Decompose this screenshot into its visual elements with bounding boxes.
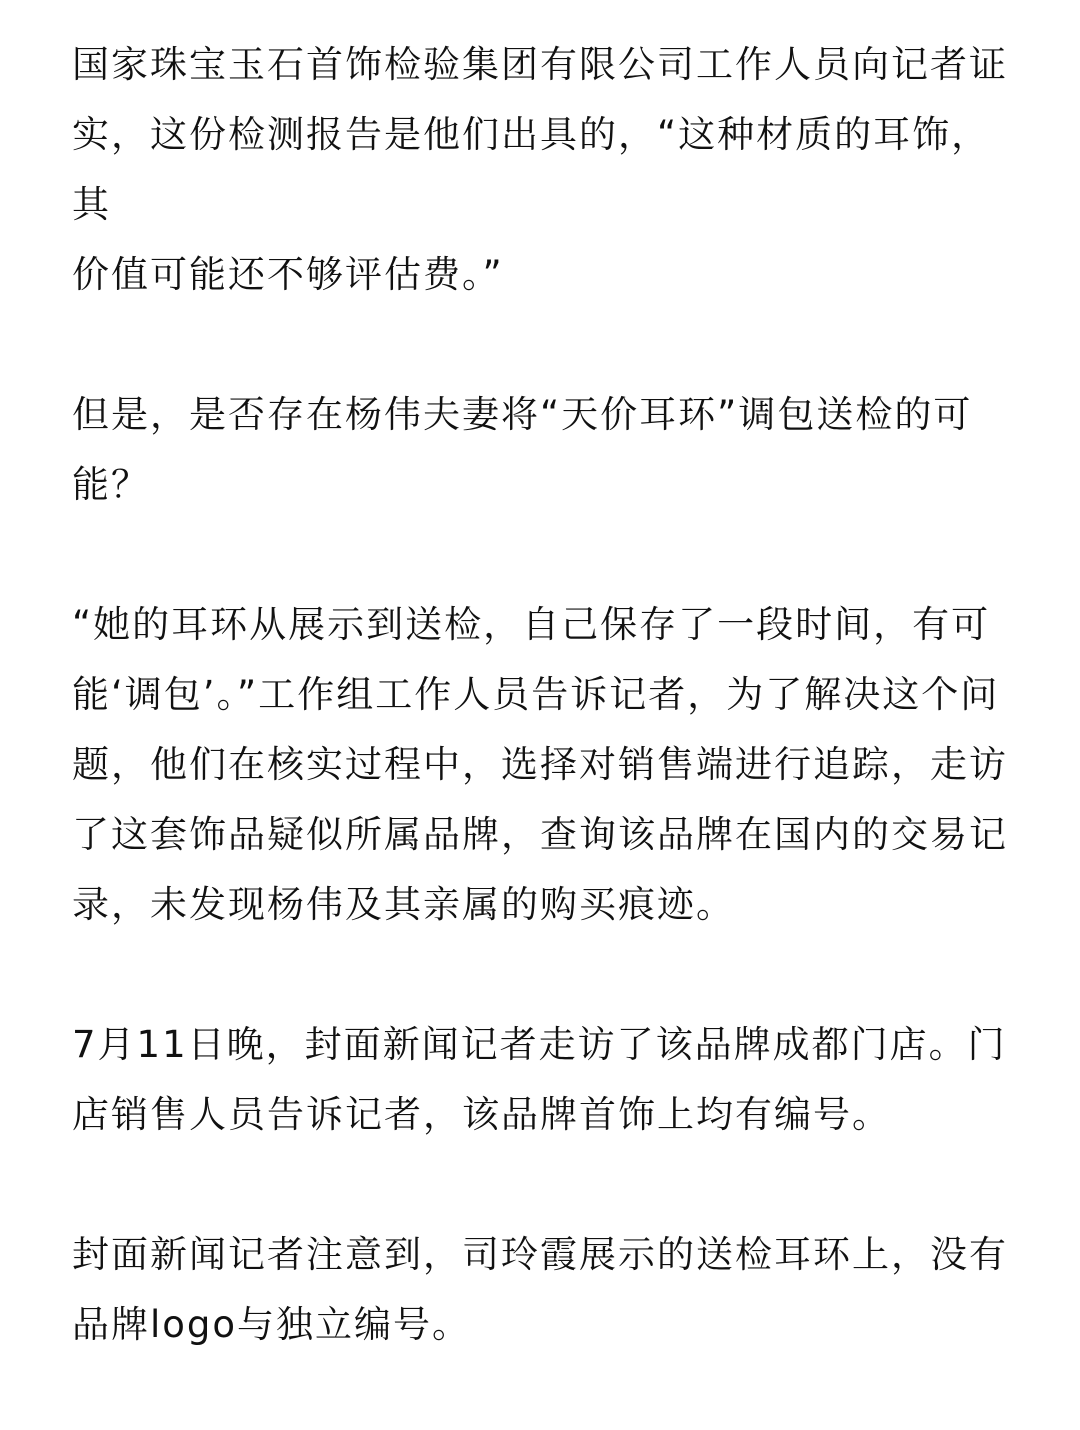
- paragraph-no-logo: 封面新闻记者注意到，司玲霞展示的送检耳环上，没有 品牌logo与独立编号。: [72, 1233, 1008, 1346]
- paragraph-store-visit: 7月11日晚，封面新闻记者走访了该品牌成都门店。门 店销售人员告诉记者，该品牌首饰上均有编号。: [72, 1023, 1007, 1136]
- article-body: [72, 30, 1012, 1430]
- paragraph-swap-question: 但是，是否存在杨伟夫妻将“天价耳环”调包送检的可 能？: [72, 393, 973, 506]
- paragraph-test-report: 国家珠宝玉石首饰检验集团有限公司工作人员向记者证 实，这份检测报告是他们出具的，“这种材质的耳饰，其 价值可能还不够评估费。”: [72, 43, 1008, 296]
- paragraph-investigation: “她的耳环从展示到送检，自己保存了一段时间，有可 能‘调包’。”工作组工作人员告诉记者，为了解决这个问 题，他们在核实过程中，选择对销售端进行追踪，走访 了这套饰品疑似所属品牌，查询该品牌在国内的交易记 录，未发现杨伟及其亲属的购买痕迹。: [72, 603, 1008, 926]
